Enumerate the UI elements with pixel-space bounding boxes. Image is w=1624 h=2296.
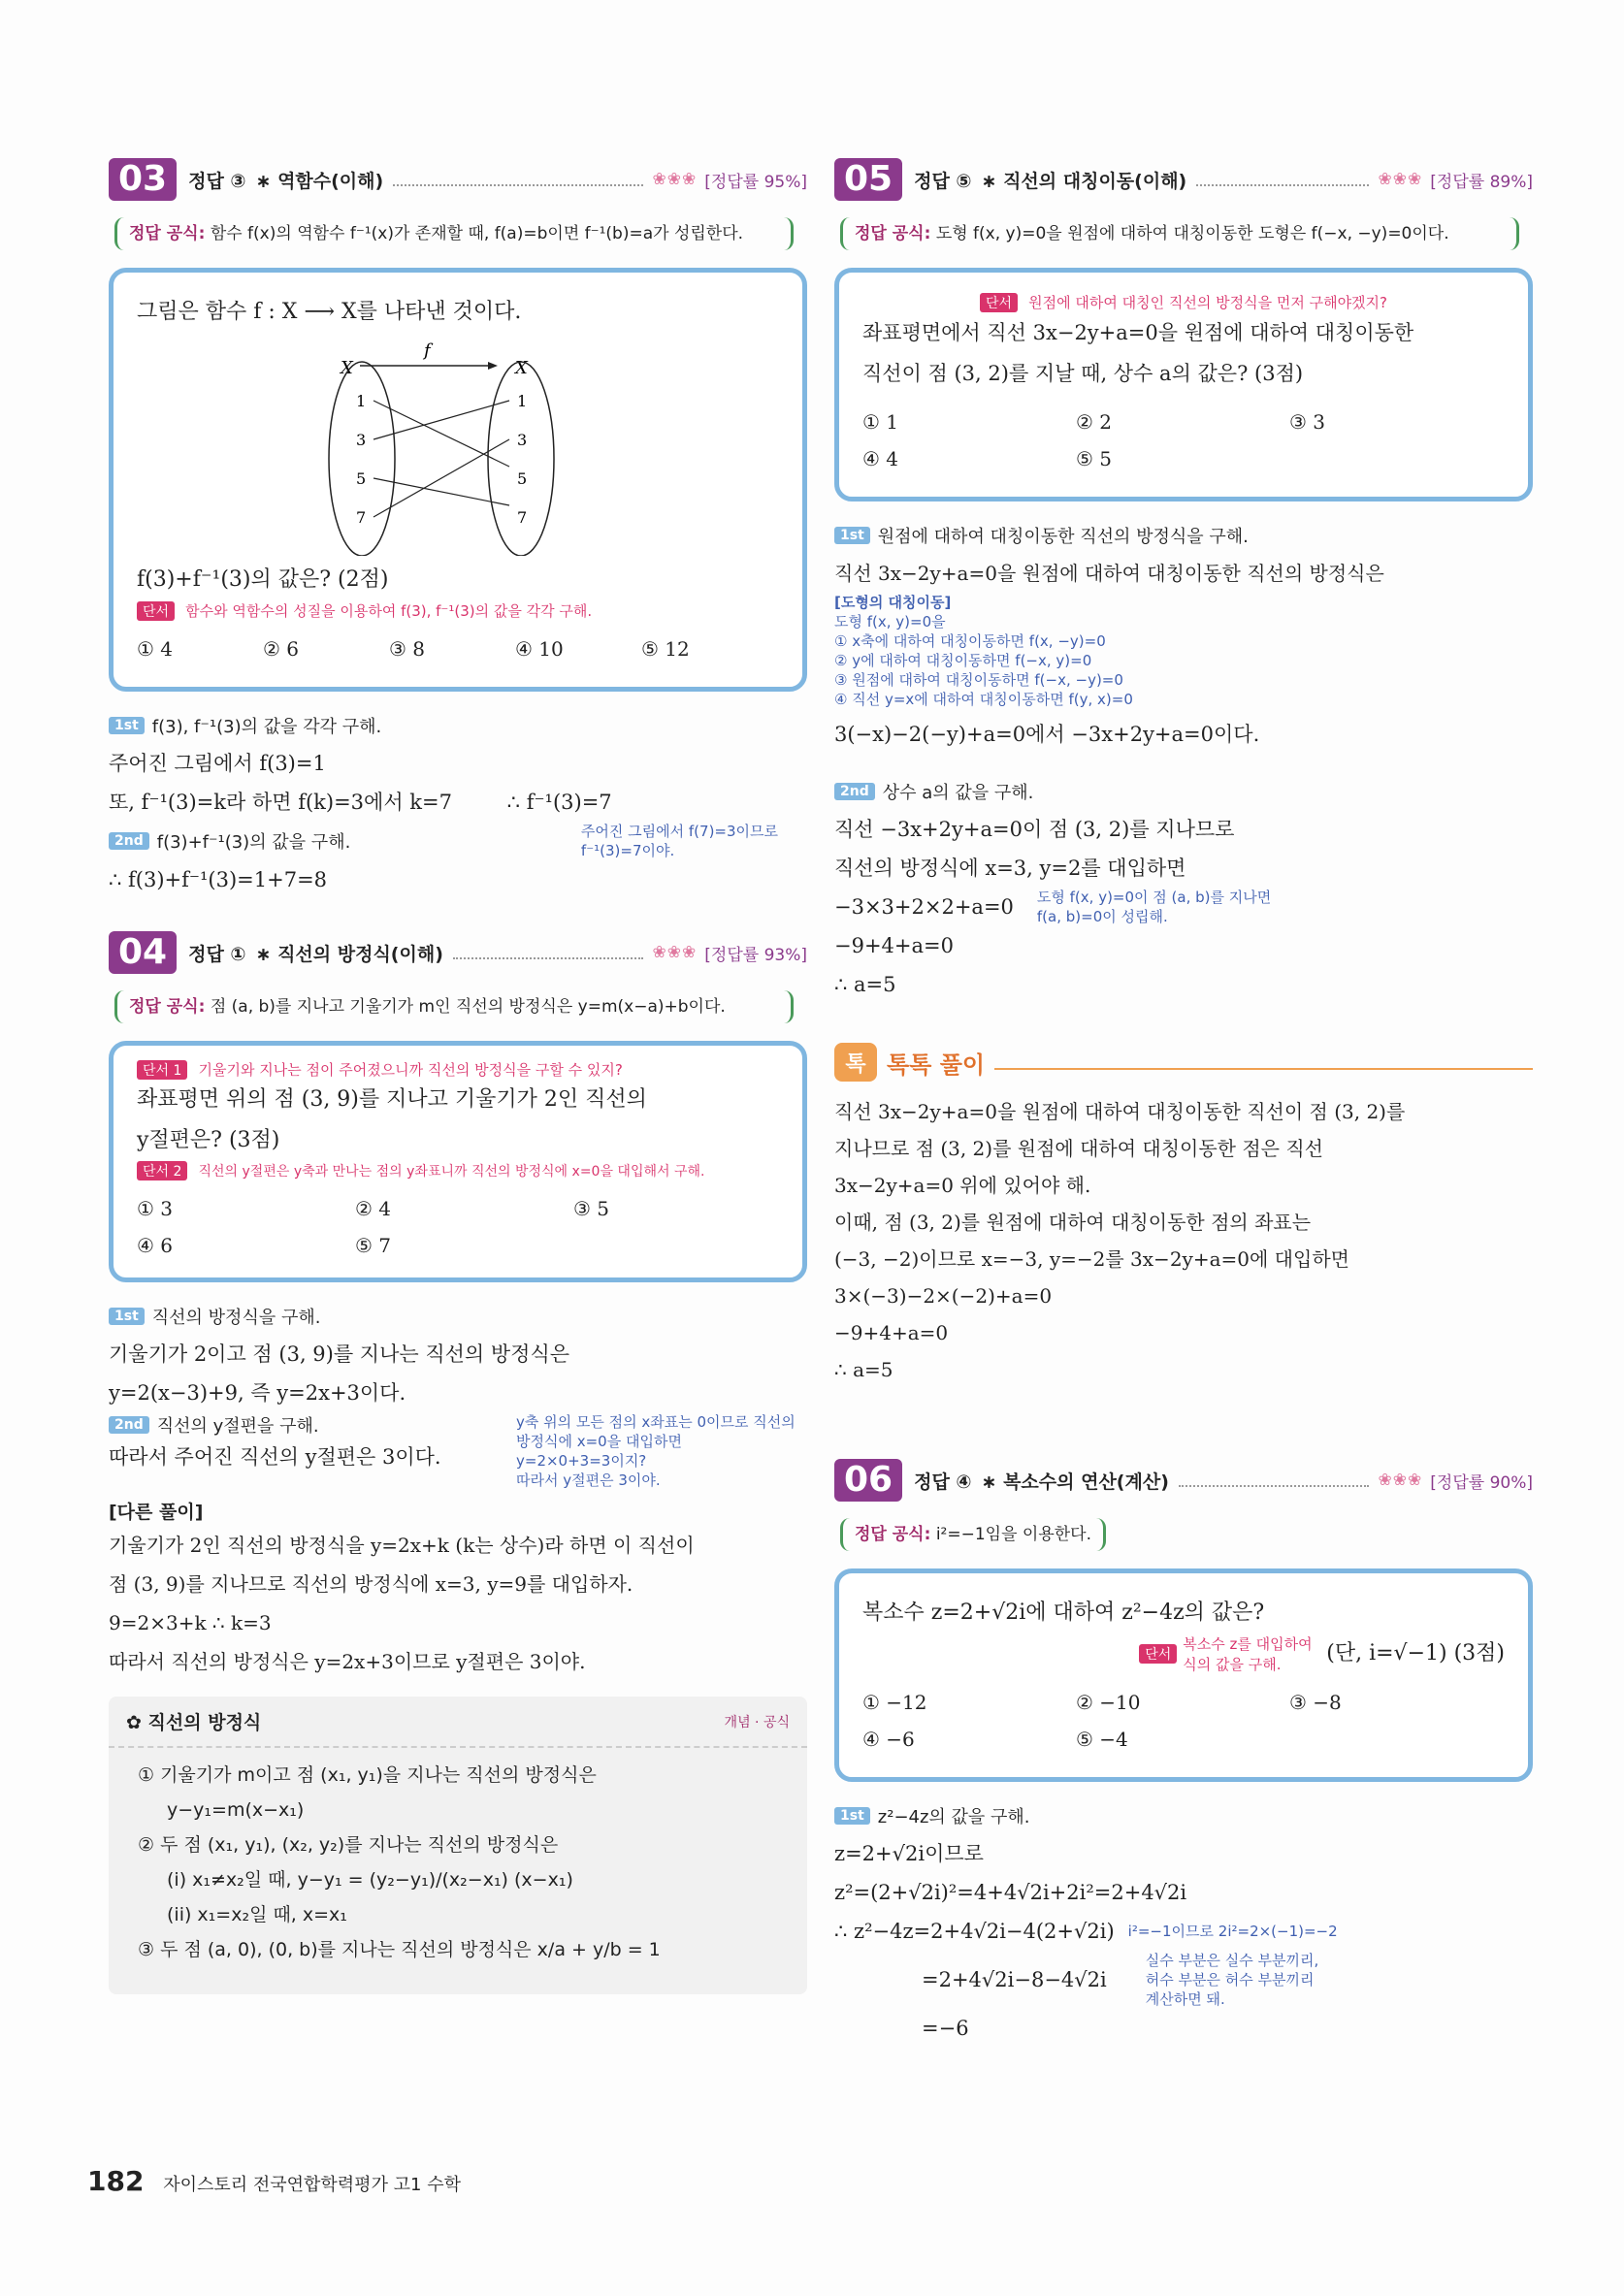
step-title: 직선의 y절편을 구해. [156,1416,319,1437]
concept-body [109,1748,807,1977]
formula-text: i²=−1임을 이용한다. [935,1525,1091,1544]
note-text: ③ 원점에 대하여 대칭이동하면 f(−x, −y)=0 [834,671,1123,689]
solution-line: z²=(2+√2i)²=4+4√2i+2i²=2+4√2i [834,1881,1187,1904]
diagram-right-element: 1 [517,392,528,410]
concept-header [109,1697,807,1748]
diagram-left-element: 3 [356,431,367,449]
book-title: 자이스토리 전국연합학력평가 고1 수학 [163,2175,462,2195]
problem-number: 06 [834,1459,902,1502]
concept-line: (ii) x₁=x₂일 때, x=x₁ [167,1904,347,1925]
hint-text: 원점에 대하여 대칭인 직선의 방정식을 먼저 구해야겠지? [1028,294,1387,311]
left-column [109,155,807,1994]
formula-label: 정답 공식: [129,224,206,243]
question-text: 그림은 함수 f : X ⟶ X를 나타낸 것이다. [137,300,522,324]
diagram-left-set: X [341,358,353,378]
note-title: [도형의 대칭이동] [834,594,952,611]
formula-box [114,217,794,250]
difficulty-stars-icon: ❀❀❀ [652,170,698,189]
choice-2[interactable]: ② 6 [263,637,300,661]
quick-solution-label: 톡톡 풀이 [887,1051,986,1079]
solution-row [834,1951,1533,2009]
function-diagram [137,333,777,556]
choice-5[interactable]: ⑤ 7 [355,1234,392,1257]
choice-2[interactable]: ② −10 [1076,1691,1141,1714]
question-text: 좌표평면에서 직선 3x−2y+a=0을 원점에 대하여 대칭이동한 [862,321,1414,344]
answer-choices [137,631,779,667]
topic-label: ∗ 역함수(이해) [255,170,384,192]
question-box-04 [109,1041,807,1282]
note-text: ① x축에 대하여 대칭이동하면 f(x, −y)=0 [834,632,1106,650]
diagram-left-element: 1 [356,392,367,410]
note-text: f⁻¹(3)=7이야. [580,842,675,859]
solution-text: ∴ f⁻¹(3)=7 [506,791,612,814]
choice-3[interactable]: ③ 8 [389,637,426,661]
solution-line: z=2+√2i이므로 [834,1842,984,1865]
solution-line: =2+4√2i−8−4√2i [922,1968,1107,1991]
choice-2[interactable]: ② 4 [355,1197,392,1220]
diagram-left-element: 5 [356,469,367,488]
choice-5[interactable]: ⑤ −4 [1076,1728,1128,1751]
question-text-2: (단, i=√−1) (3점) [1326,1641,1505,1665]
step-badge: 1st [109,1308,145,1325]
dot-leader [393,173,642,186]
concept-line: ① 기울기가 m이고 점 (x₁, y₁)을 지나는 직선의 방정식은 [138,1764,597,1786]
solution-row [834,1912,1533,1951]
question-text-2: y절편은? (3점) [137,1128,280,1152]
note-text: 방정식에 x=0을 대입하면 [516,1433,682,1450]
concept-line: ② 두 점 (x₁, y₁), (x₂, y₂)를 지나는 직선의 방정식은 [138,1834,559,1856]
choice-1[interactable]: ① 1 [862,410,899,434]
dot-leader [453,946,643,959]
answer-label: 정답 ① [188,943,246,965]
choice-3[interactable]: ③ −8 [1289,1691,1342,1714]
note-text: y=2×0+3=3이지? [516,1452,647,1470]
note-text: 도형 f(x, y)=0을 [834,613,946,631]
answer-choices [137,1190,779,1264]
solution-text: 또, f⁻¹(3)=k라 하면 f(k)=3에서 k=7 [109,791,452,814]
hint-badge: 단서 [980,293,1018,312]
wave-divider [994,1054,1533,1070]
step-title: f(3), f⁻¹(3)의 값을 각각 구해. [151,717,382,737]
side-note [1146,1951,1318,2009]
hint-badge: 단서 1 [137,1060,187,1080]
step-2-row [109,1412,807,1490]
solution-line: 9=2×3+k ∴ k=3 [109,1611,272,1634]
solution-line: 직선 3x−2y+a=0을 원점에 대하여 대칭이동한 직선의 방정식은 [834,562,1384,585]
note-text: y축 위의 모든 점의 x좌표는 0이므로 직선의 [516,1413,796,1431]
hint-text: 함수와 역함수의 성질을 이용하여 f(3), f⁻¹(3)의 값을 각각 구해. [185,602,593,620]
quick-solution-body [834,1093,1533,1388]
hint-text: 직선의 y절편은 y축과 만나는 점의 y좌표니까 직선의 방정식에 x=0을 대입해서 구해. [198,1164,705,1180]
concept-box [109,1697,807,1994]
step-badge: 1st [834,527,870,544]
formula-label: 정답 공식: [855,224,931,243]
problem-number: 03 [109,158,177,201]
note-text: ② y에 대하여 대칭이동하면 f(−x, y)=0 [834,652,1092,669]
diagram-right-element: 3 [517,431,528,449]
step-badge: 1st [109,717,145,734]
formula-label: 정답 공식: [129,997,206,1017]
topic-label: ∗ 직선의 방정식(이해) [255,943,443,965]
problem-04-header [109,928,807,977]
choice-4[interactable]: ④ 6 [137,1234,174,1257]
answer-choices [862,1684,1505,1758]
step-2 [109,1412,441,1438]
hint-row [862,1633,1505,1674]
problem-06-header [834,1456,1533,1504]
correct-rate: [정답률 89%] [1430,172,1533,192]
step-title: z²−4z의 값을 구해. [877,1807,1030,1827]
solution-line: y=2(x−3)+9, 즉 y=2x+3이다. [109,1381,406,1405]
solution-line: 점 (3, 9)를 지나므로 직선의 방정식에 x=3, y=9를 대입하자. [109,1572,633,1596]
step-1 [834,1803,1533,1828]
choice-3[interactable]: ③ 5 [573,1197,610,1220]
problem-number: 04 [109,931,177,974]
solution-line: 3×(−3)−2×(−2)+a=0 [834,1284,1053,1308]
solution-line: 기울기가 2이고 점 (3, 9)를 지나는 직선의 방정식은 [109,1342,570,1366]
choice-4[interactable]: ④ 4 [862,447,899,470]
step-1 [109,1304,807,1329]
step-1 [834,523,1533,548]
problem-05-header [834,155,1533,204]
step-2 [109,822,350,860]
correct-rate: [정답률 90%] [1430,1472,1533,1493]
choice-3[interactable]: ③ 3 [1289,410,1326,434]
answer-choices [862,404,1505,477]
solution-line: =−6 [922,2017,969,2040]
note-text: 계산하면 돼. [1145,1990,1225,2008]
question-text-2: f(3)+f⁻¹(3)의 값은? (2점) [137,567,389,592]
solution-line: 이때, 점 (3, 2)를 원점에 대하여 대칭이동한 점의 좌표는 [834,1211,1312,1234]
solution-line: −9+4+a=0 [834,1321,949,1344]
concept-line: (i) x₁≠x₂일 때, y−y₁ = (y₂−y₁)/(x₂−x₁) (x−x₁) [167,1869,573,1891]
choice-4[interactable]: ④ −6 [862,1728,915,1751]
choice-5[interactable]: ⑤ 12 [641,637,690,661]
formula-box [840,217,1519,250]
alt-solution-title: [다른 풀이] [109,1502,204,1523]
step-2-block [109,1412,441,1490]
hint-badge: 단서 [1139,1644,1177,1664]
choice-1[interactable]: ① −12 [862,1691,927,1714]
note-text: 따라서 y절편은 3이야. [516,1471,661,1489]
concept-title: ✿ 직선의 방정식 [126,1712,262,1733]
step-title: 직선의 방정식을 구해. [151,1308,321,1328]
right-column [834,155,1533,2048]
difficulty-stars-icon: ❀❀❀ [1378,170,1423,189]
answer-label: 정답 ④ [914,1471,972,1493]
problem-number: 05 [834,158,902,201]
solution-line: 직선 −3x+2y+a=0이 점 (3, 2)를 지나므로 [834,818,1235,841]
formula-text: 도형 f(x, y)=0을 원점에 대하여 대칭이동한 도형은 f(−x, −y)=0이다. [935,224,1449,243]
note-text: 허수 부분은 허수 부분끼리 [1145,1971,1315,1989]
solution-line: 지나므로 점 (3, 2)를 원점에 대하여 대칭이동한 점은 직선 [834,1137,1323,1160]
solution-line: 3(−x)−2(−y)+a=0에서 −3x+2y+a=0이다. [834,723,1260,746]
solution-row [834,888,1533,926]
solution-line: 기울기가 2인 직선의 방정식을 y=2x+k (k는 상수)라 하면 이 직선이 [109,1534,695,1557]
choice-4[interactable]: ④ 10 [515,637,564,661]
solution-line: −9+4+a=0 [834,934,954,957]
correct-rate: [정답률 93%] [704,945,807,965]
topic-label: ∗ 복소수의 연산(계산) [981,1471,1169,1493]
step-1 [109,713,807,738]
difficulty-stars-icon: ❀❀❀ [1378,1471,1423,1490]
formula-label: 정답 공식: [855,1525,931,1544]
quick-solution-header [834,1043,1533,1082]
answer-label: 정답 ⑤ [914,170,972,192]
step-title: 원점에 대하여 대칭이동한 직선의 방정식을 구해. [877,527,1249,547]
solution-line: ∴ z²−4z=2+4√2i−4(2+√2i) [834,1920,1115,1943]
solution-line: (−3, −2)이므로 x=−3, y=−2를 3x−2y+a=0에 대입하면 [834,1247,1349,1271]
note-text: i²=−1이므로 2i²=2×(−1)=−2 [1127,1923,1338,1940]
solution-line: 직선 3x−2y+a=0을 원점에 대하여 대칭이동한 직선이 점 (3, 2)를 [834,1100,1406,1123]
solution-line: 3x−2y+a=0 위에 있어야 해. [834,1174,1091,1197]
solution-line: 직선의 방정식에 x=3, y=2를 대입하면 [834,857,1186,880]
page-number: 182 [87,2165,145,2197]
solution-line [109,783,807,822]
question-box-05 [834,268,1533,501]
step-badge: 2nd [834,783,875,800]
concept-line: y−y₁=m(x−x₁) [167,1799,305,1821]
dot-leader [1196,173,1368,186]
note-text: 주어진 그림에서 f(7)=3이므로 [580,823,778,840]
diagram-right-set: X [515,358,528,378]
question-box-06 [834,1568,1533,1782]
solution-line: ∴ a=5 [834,1358,893,1381]
note-text: ④ 직선 y=x에 대하여 대칭이동하면 f(y, x)=0 [834,691,1133,708]
hint-text: 복소수 z를 대입하여 식의 값을 구해. [1183,1635,1313,1673]
side-note [581,822,778,860]
step-2-row [109,822,807,860]
concept-tag: 개념 · 공식 [724,1714,790,1730]
side-note [1037,888,1271,926]
diagram-right-element: 7 [517,508,528,527]
formula-text: 점 (a, b)를 지나고 기울기가 m인 직선의 방정식은 y=m(x−a)+b이다. [210,997,726,1017]
step-badge: 2nd [109,832,149,850]
step-badge: 2nd [109,1416,149,1434]
answer-label: 정답 ③ [188,170,246,192]
concept-line: ③ 두 점 (a, 0), (0, b)를 지나는 직선의 방정식은 x/a + y/b = 1 [138,1939,661,1960]
diagram-left-element: 7 [356,508,367,527]
formula-box [840,1518,1106,1551]
dot-leader [1179,1473,1369,1487]
formula-text: 함수 f(x)의 역함수 f⁻¹(x)가 존재할 때, f(a)=b이면 f⁻¹(b)=a가 성립한다. [210,224,744,243]
choice-5[interactable]: ⑤ 5 [1076,447,1113,470]
note-text: 도형 f(x, y)=0이 점 (a, b)를 지나면 [1036,889,1272,906]
hint-badge: 단서 2 [137,1161,187,1180]
choice-2[interactable]: ② 2 [1076,410,1113,434]
choice-1[interactable]: ① 3 [137,1197,174,1220]
solution-line: 주어진 그림에서 f(3)=1 [109,752,326,775]
note-text: f(a, b)=0이 성립해. [1036,908,1168,925]
hint-text: 기울기와 지나는 점이 주어졌으니까 직선의 방정식을 구할 수 있지? [198,1061,623,1079]
topic-label: ∗ 직선의 대칭이동(이해) [981,170,1187,192]
step-title: f(3)+f⁻¹(3)의 값을 구해. [156,832,351,853]
step-badge: 1st [834,1807,870,1825]
hint-row [137,1161,779,1180]
question-text-2: 직선이 점 (3, 2)를 지날 때, 상수 a의 값은? (3점) [862,362,1304,385]
solution-line: ∴ f(3)+f⁻¹(3)=1+7=8 [109,868,328,891]
correct-rate: [정답률 95%] [704,172,807,192]
hint-row [862,292,1505,312]
hint-row [137,1059,779,1080]
side-note [516,1412,807,1490]
transform-note [834,593,1533,709]
solution-line: 따라서 직선의 방정식은 y=2x+3이므로 y절편은 3이야. [109,1650,586,1673]
difficulty-stars-icon: ❀❀❀ [652,943,698,962]
question-text: 복소수 z=2+√2i에 대하여 z²−4z의 값은? [862,1601,1265,1625]
step-2 [834,779,1533,804]
note-text: 실수 부분은 실수 부분끼리, [1145,1952,1319,1969]
choice-1[interactable]: ① 4 [137,637,174,661]
solution-line: ∴ a=5 [834,973,896,996]
diagram-right-element: 5 [517,469,528,488]
problem-03-header [109,155,807,204]
step-title: 상수 a의 값을 구해. [882,783,1034,803]
pencil-icon: 톡 [834,1043,877,1082]
hint-badge: 단서 [137,601,175,621]
formula-box [114,990,794,1023]
question-text: 좌표평면 위의 점 (3, 9)를 지나고 기울기가 2인 직선의 [137,1087,647,1112]
solution-line: −3×3+2×2+a=0 [834,895,1014,919]
page-footer [87,2165,461,2197]
hint-row [137,600,779,621]
solution-line: 따라서 주어진 직선의 y절편은 3이다. [109,1445,441,1469]
question-box-03 [109,268,807,692]
diagram-f-label: f [424,340,431,361]
